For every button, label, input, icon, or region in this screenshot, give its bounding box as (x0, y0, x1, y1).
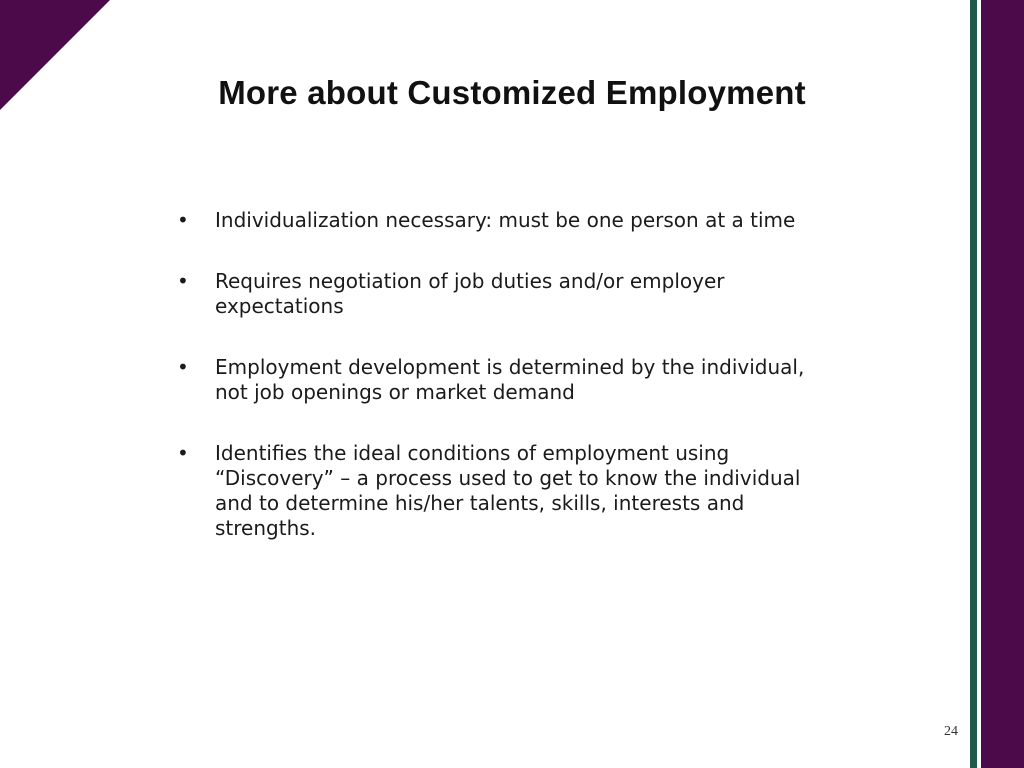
page-number: 24 (944, 724, 958, 739)
bullet-text: Requires negotiation of job duties and/or employer expectations (215, 269, 725, 318)
bullet-item (168, 441, 828, 541)
bullet-icon: • (177, 355, 189, 379)
bullet-text: Employment development is determined by the individual, not job openings or market demand (215, 355, 805, 404)
right-purple-band (981, 0, 1024, 768)
bullet-item (168, 269, 828, 319)
bullet-item (168, 355, 828, 405)
bullet-icon: • (177, 269, 189, 293)
bullet-text: Individualization necessary: must be one person at a time (215, 208, 796, 232)
bullet-list (168, 208, 828, 577)
bullet-item (168, 208, 828, 233)
bullet-icon: • (177, 208, 189, 232)
bullet-text: Identifies the ideal conditions of employment using “Discovery” – a process used to get to know the individual and to determine his/her talents, skills, interests and strengths. (215, 441, 801, 540)
slide-title: More about Customized Employment (218, 74, 806, 111)
bullet-icon: • (177, 441, 189, 465)
right-green-stripe (970, 0, 977, 768)
